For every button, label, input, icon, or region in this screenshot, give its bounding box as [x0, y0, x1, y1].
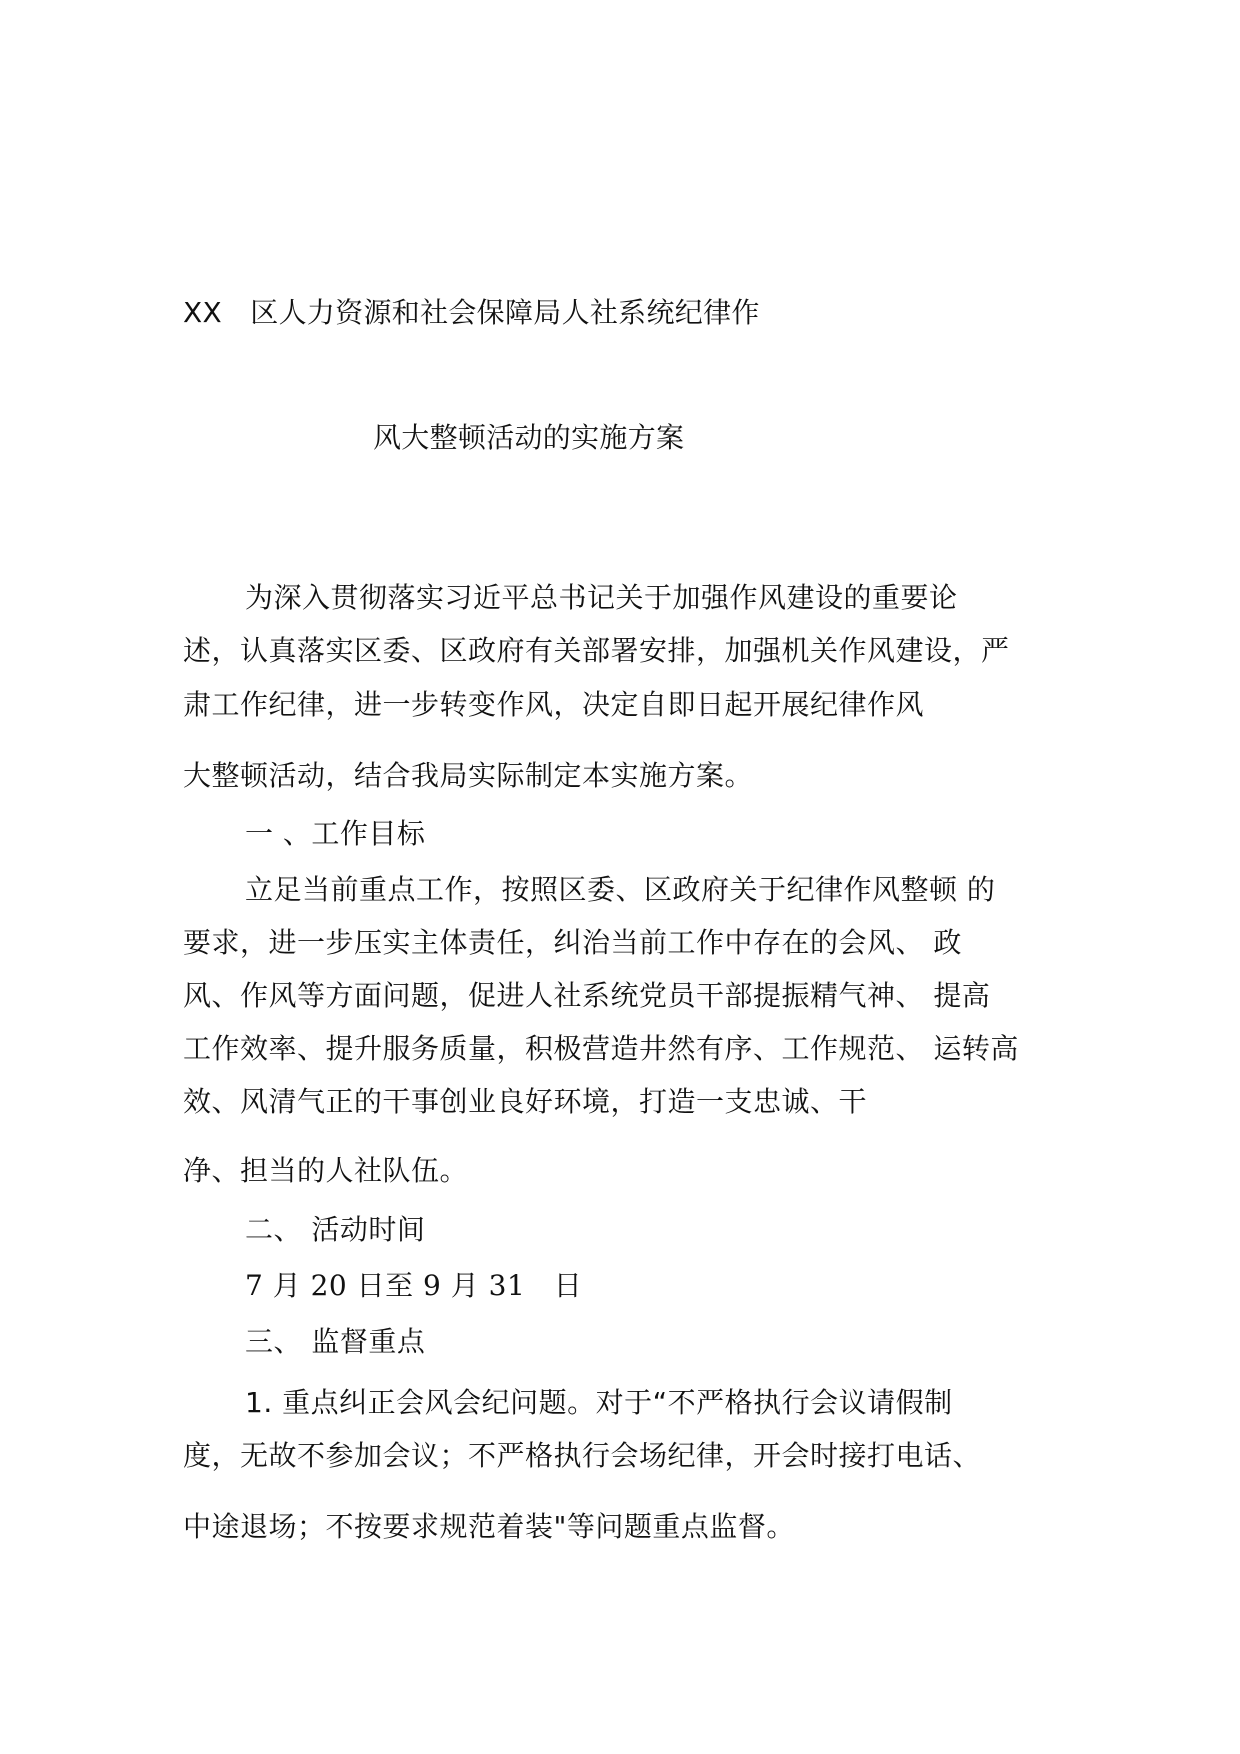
- intro-line-4: 大整顿活动，结合我局实际制定本实施方案。: [183, 759, 754, 792]
- section-1-line-5: 效、风清气正的干事创业良好环境，打造一支忠诚、干: [183, 1085, 868, 1118]
- section-1-line-4: 工作效率、提升服务质量，积极营造井然有序、工作规范、 运转高: [183, 1032, 1019, 1065]
- section-1-line-6: 净、担当的人社队伍。: [183, 1154, 469, 1187]
- intro-line-1: 为深入贯彻落实习近平总书记关于加强作风建设的重要论: [245, 581, 958, 614]
- section-1-line-2: 要求，进一步压实主体责任，纠治当前工作中存在的会风、 政: [183, 926, 962, 959]
- title-line-2: 风大整顿活动的实施方案: [373, 421, 685, 454]
- section-1-line-3: 风、作风等方面问题，促进人社系统党员干部提振精气神、 提高: [183, 979, 991, 1012]
- section-1-heading: 一 、工作目标: [245, 817, 426, 850]
- section-3-line-3: 中途退场；不按要求规范着装"等问题重点监督。: [183, 1510, 795, 1543]
- title-line-1: XX 区人力资源和社会保障局人社系统纪律作: [183, 296, 760, 329]
- section-3-heading: 三、 监督重点: [245, 1325, 426, 1358]
- section-3-line-1: 1. 重点纠正会风会纪问题。对于“不严格执行会议请假制: [245, 1386, 953, 1419]
- intro-line-2: 述，认真落实区委、区政府有关部署安排，加强机关作风建设，严: [183, 634, 1010, 667]
- section-2-date: 7 月 20 日至 9 月 31 日: [245, 1269, 583, 1302]
- section-2-heading: 二、 活动时间: [245, 1213, 426, 1246]
- section-3-line-2: 度，无故不参加会议；不严格执行会场纪律，开会时接打电话、: [183, 1439, 982, 1472]
- intro-line-3: 肃工作纪律，进一步转变作风，决定自即日起开展纪律作风: [183, 688, 925, 721]
- section-1-line-1: 立足当前重点工作，按照区委、区政府关于纪律作风整顿 的: [245, 873, 996, 906]
